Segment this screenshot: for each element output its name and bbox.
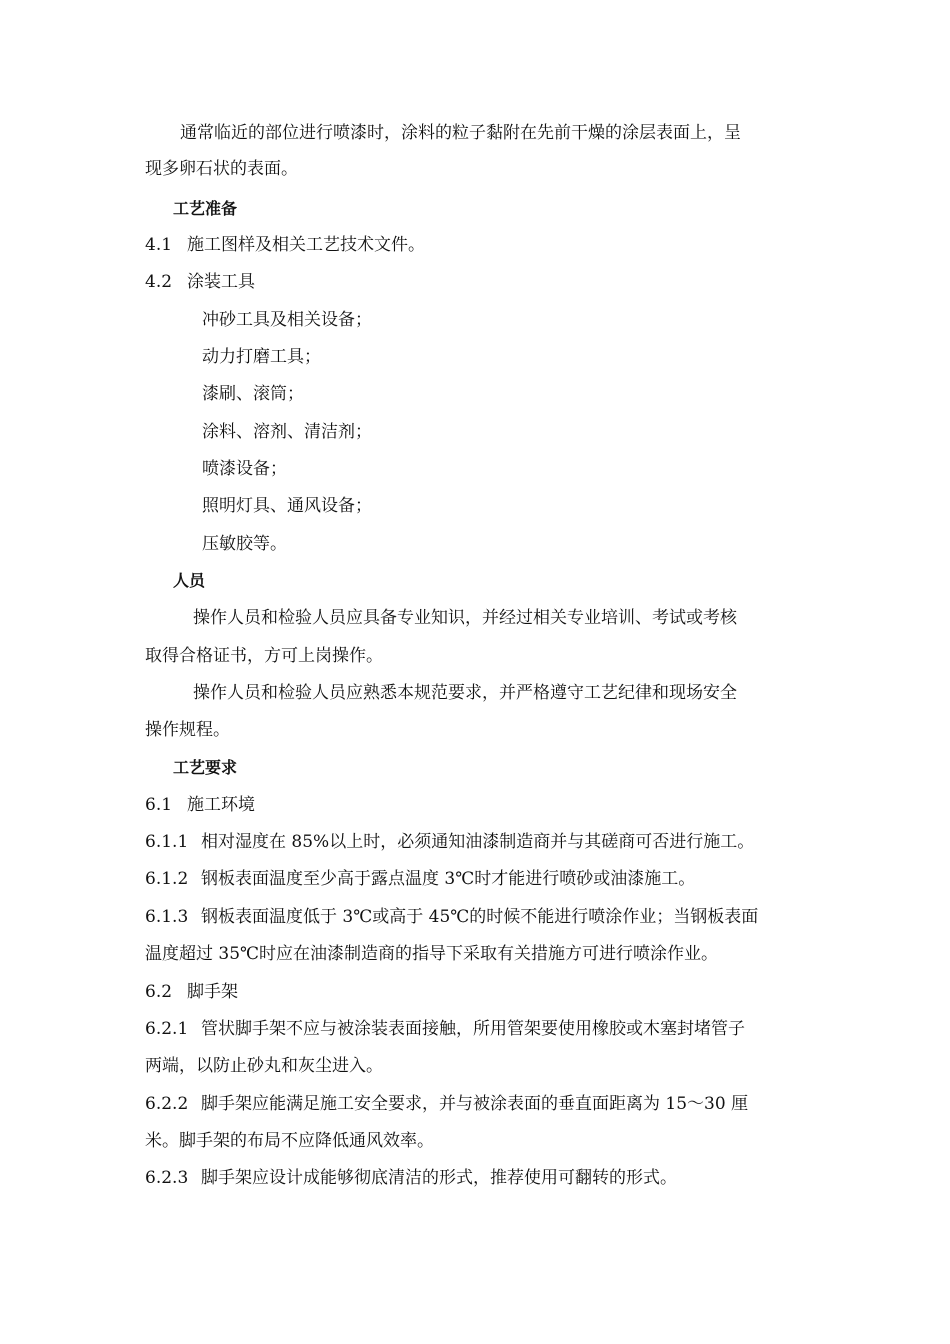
paragraph-line: 米。脚手架的布局不应降低通风效率。 <box>145 1131 434 1151</box>
paragraph-line: 两端，以防止砂丸和灰尘进入。 <box>145 1056 383 1076</box>
paragraph-line: 温度超过 35℃时应在油漆制造商的指导下采取有关措施方可进行喷涂作业。 <box>145 944 719 964</box>
list-item: 压敏胶等。 <box>202 534 287 554</box>
list-item: 动力打磨工具； <box>202 347 321 367</box>
clause-text: 相对湿度在 85%以上时，必须通知油漆制造商并与其磋商可否进行施工。 <box>201 832 755 852</box>
clause-number: 6.2.3 <box>145 1168 189 1188</box>
list-item: 漆刷、滚筒； <box>202 384 304 404</box>
clause-text: 钢板表面温度低于 3℃或高于 45℃的时候不能进行喷涂作业；当钢板表面 <box>201 907 759 927</box>
list-item: 涂料、溶剂、清洁剂； <box>202 422 372 442</box>
clause-6-1-2 <box>145 867 695 891</box>
clause-number: 6.1.3 <box>145 907 189 927</box>
clause-text: 钢板表面温度至少高于露点温度 3℃时才能进行喷砂或油漆施工。 <box>201 869 696 889</box>
clause-text: 脚手架 <box>187 982 238 1002</box>
clause-text: 管状脚手架不应与被涂装表面接触，所用管架要使用橡胶或木塞封堵管子 <box>201 1019 745 1039</box>
section-heading: 工艺要求 <box>173 758 238 777</box>
section-heading: 人员 <box>173 571 206 590</box>
paragraph-line: 操作规程。 <box>145 720 230 740</box>
clause-number: 6.1.2 <box>145 869 189 889</box>
clause-6-1 <box>145 793 255 817</box>
clause-number: 6.2.1 <box>145 1019 189 1039</box>
clause-number: 4.1 <box>145 235 173 255</box>
clause-number: 4.2 <box>145 272 173 292</box>
clause-6-2-2 <box>145 1092 748 1116</box>
clause-text: 施工图样及相关工艺技术文件。 <box>187 235 425 255</box>
clause-6-2-3 <box>145 1166 677 1190</box>
paragraph-line: 现多卵石状的表面。 <box>145 159 298 179</box>
paragraph-line: 通常临近的部位进行喷漆时，涂料的粒子黏附在先前干燥的涂层表面上，呈 <box>180 123 741 143</box>
clause-number: 6.1 <box>145 795 173 815</box>
clause-text: 脚手架应设计成能够彻底清洁的形式，推荐使用可翻转的形式。 <box>201 1168 677 1188</box>
clause-text: 涂装工具 <box>187 272 255 292</box>
clause-6-1-1 <box>145 830 754 854</box>
clause-number: 6.2 <box>145 982 173 1002</box>
clause-text: 脚手架应能满足施工安全要求，并与被涂表面的垂直面距离为 15～30 厘 <box>201 1094 749 1114</box>
clause-6-2 <box>145 980 238 1004</box>
clause-4-2 <box>145 270 255 294</box>
clause-number: 6.1.1 <box>145 832 189 852</box>
paragraph-line: 操作人员和检验人员应熟悉本规范要求，并严格遵守工艺纪律和现场安全 <box>193 683 737 703</box>
list-item: 冲砂工具及相关设备； <box>202 310 372 330</box>
clause-4-1 <box>145 233 425 257</box>
list-item: 喷漆设备； <box>202 459 287 479</box>
list-item: 照明灯具、通风设备； <box>202 496 372 516</box>
paragraph-line: 取得合格证书，方可上岗操作。 <box>145 646 383 666</box>
clause-6-2-1 <box>145 1017 745 1041</box>
paragraph-line: 操作人员和检验人员应具备专业知识，并经过相关专业培训、考试或考核 <box>193 608 737 628</box>
clause-6-1-3 <box>145 905 758 929</box>
section-heading: 工艺准备 <box>173 199 238 218</box>
clause-number: 6.2.2 <box>145 1094 189 1114</box>
clause-text: 施工环境 <box>187 795 255 815</box>
